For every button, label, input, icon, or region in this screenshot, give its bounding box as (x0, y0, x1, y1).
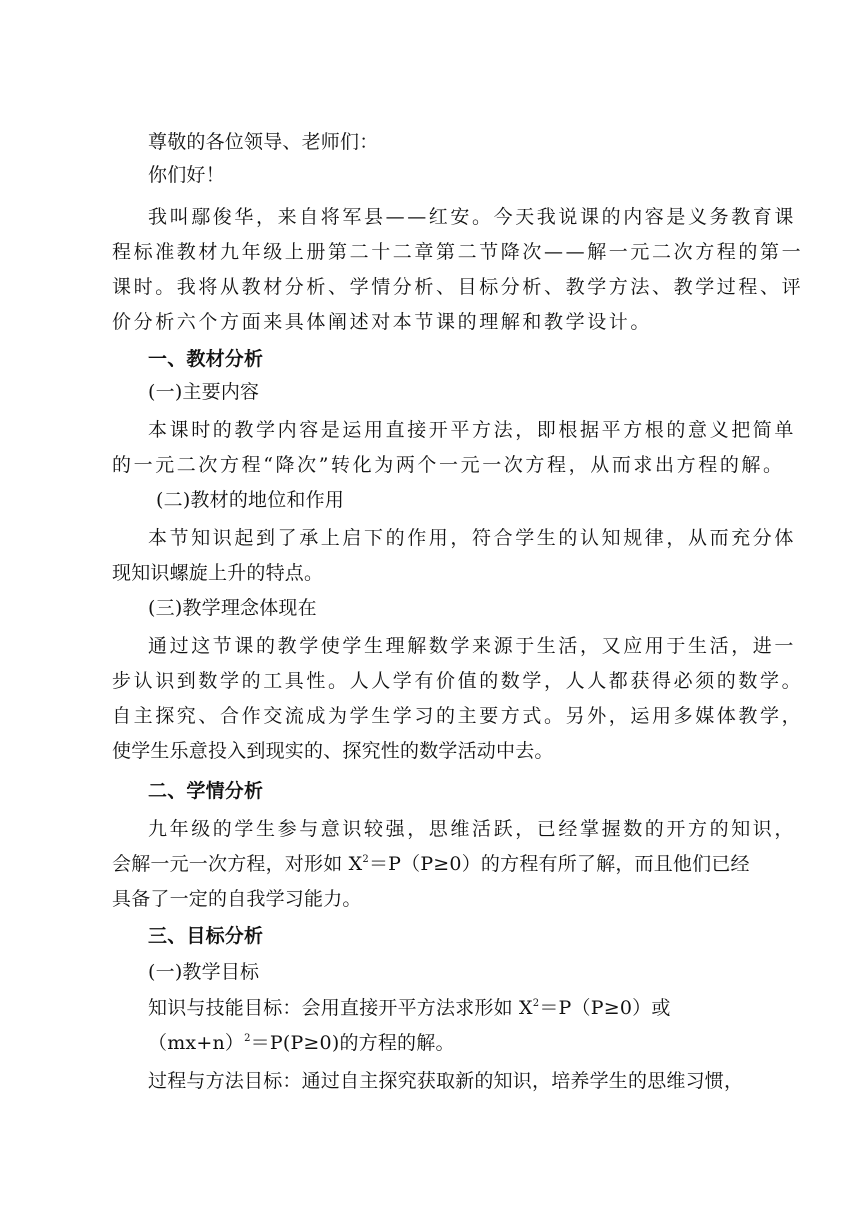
section-3-sub-1: (一)教学目标 (148, 961, 260, 983)
section-3-goal-2-line-1: 过程与方法目标：通过自主探究获取新的知识，培养学生的思维习惯， (148, 1070, 744, 1092)
exponent: 2 (532, 998, 540, 1009)
goal-1-text-a: 知识与技能目标：会用直接开平方法求形如 X (148, 997, 533, 1019)
section-2-p1-line-2 (112, 852, 750, 876)
section-3-heading: 三、目标分析 (148, 925, 264, 947)
section-2-p1-line-2-b: ＝P（P≥0）的方程有所了解，而且他们已经 (368, 853, 750, 875)
intro-line-4: 价分析六个方面来具体阐述对本节课的理解和教学设计。 (112, 311, 653, 333)
section-3-goal-1-line-2 (148, 1031, 455, 1055)
goal-1-text-b: ＝P（P≥0）或 (539, 997, 671, 1019)
goal-1-text-c: （mx+n） (148, 1032, 245, 1054)
intro-line-1: 我叫鄢俊华，来自将军县——红安。今天我说课的内容是义务教育课 (148, 206, 797, 228)
section-1-p2-line-2: 现知识螺旋上升的特点。 (112, 562, 324, 584)
section-2-p1-line-1: 九年级的学生参与意识较强，思维活跃，已经掌握数的开方的知识， (148, 818, 797, 840)
section-1-heading: 一、教材分析 (148, 348, 264, 370)
section-1-sub-1: (一)主要内容 (148, 381, 260, 403)
section-3-goal-1-line-1 (148, 996, 671, 1020)
goal-1-text-d: ＝P(P≥0)的方程的解。 (250, 1032, 455, 1054)
section-1-p3-line-2: 步认识到数学的工具性。人人学有价值的数学，人人都获得必须的数学。 (112, 670, 804, 692)
greeting: 尊敬的各位领导、老师们： (148, 131, 379, 153)
exponent: 2 (362, 854, 369, 865)
section-1-p1-line-1: 本课时的教学内容是运用直接开平方法，即根据平方根的意义把简单 (148, 419, 797, 441)
hello: 你们好！ (148, 164, 225, 186)
section-1-sub-2: (二)教材的地位和作用 (156, 489, 345, 511)
section-2-p1-line-3: 具备了一定的自我学习能力。 (112, 888, 362, 910)
section-1-sub-3: (三)教学理念体现在 (148, 597, 317, 619)
intro-line-3: 课时。我将从教材分析、学情分析、目标分析、教学方法、教学过程、评 (112, 276, 804, 298)
section-2-heading: 二、学情分析 (148, 780, 264, 802)
intro-line-2: 程标准教材九年级上册第二十二章第二节降次——解一元二次方程的第一 (112, 241, 804, 263)
section-1-p1-line-2: 的一元二次方程“降次”转化为两个一元一次方程，从而求出方程的解。 (112, 454, 785, 476)
exponent: 2 (244, 1033, 251, 1044)
section-1-p3-line-1: 通过这节课的教学使学生理解数学来源于生活，又应用于生活，进一 (148, 635, 797, 657)
section-2-p1-line-2-a: 会解一元一次方程，对形如 X (112, 853, 363, 875)
section-1-p3-line-3: 自主探究、合作交流成为学生学习的主要方式。另外，运用多媒体教学， (112, 705, 804, 727)
section-1-p2-line-1: 本节知识起到了承上启下的作用，符合学生的认知规律，从而充分体 (148, 527, 797, 549)
section-1-p3-line-4: 使学生乐意投入到现实的、探究性的数学活动中去。 (112, 740, 554, 762)
